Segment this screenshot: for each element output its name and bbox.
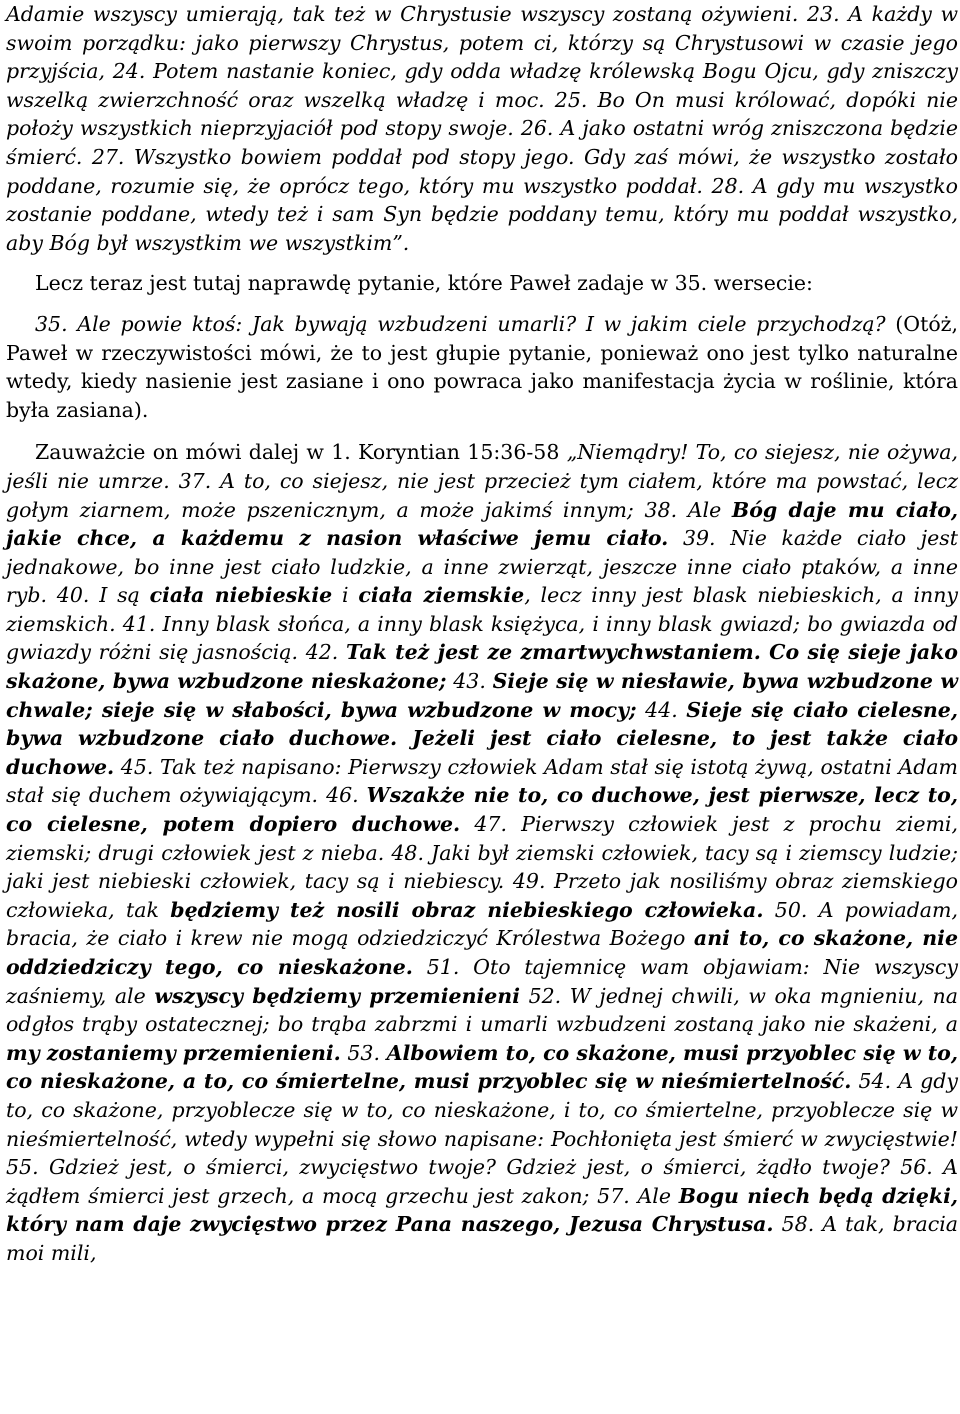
emphasis-text: Sieje się ciało cielesne, bywa wzbudzone ciało duchowe. Jeżeli jest ciało cielesne, to jest także ciało duchowe. xyxy=(6,697,958,779)
emphasis-text: wszyscy będziemy przemienieni xyxy=(154,983,520,1008)
verse-text: 53. xyxy=(340,1040,387,1065)
emphasis-text: Albowiem to, co skażone, musi przyoblec się w to, co nieskażone, a to, co śmiertelne, musi przyoblec się w nieśmiertelność. xyxy=(6,1040,958,1094)
question-paragraph xyxy=(6,310,958,424)
scripture-paragraph-1 xyxy=(6,0,958,257)
emphasis-text: Wszakże nie to, co duchowe, jest pierwsze, lecz to, co cielesne, potem dopiero duchowe. xyxy=(6,783,958,837)
verse-text: i xyxy=(332,583,359,608)
verse-text: 58. A tak, bracia moi mili, xyxy=(6,1212,958,1265)
verse-text: 54. A gdy to, co skażone, przyoblecze się w to, co nieskażone, i to, co śmiertelne, przyoblecze się w nieśmiertelność, wtedy wypełni się słowo napisane: Pochłonięta jest śmierć w zwycięstwie! 55. Gdzież jest, o śmierci, zwycięstwo twoje? Gdzież jest, o śmierci, żądło twoje? 56. A żądłem śmierci jest grzech, a mocą grzechu jest zakon; 57. Ale xyxy=(6,1069,958,1208)
verse-text: 47. Pierwszy człowiek jest z prochu ziemi, ziemski; drugi człowiek jest z nieba. 48. Jaki był ziemski człowiek, tacy są i ziemscy ludzie; jaki jest niebieski człowiek, tacy są i niebiescy. 49. Przeto jak nosiliśmy obraz ziemskiego człowieka, tak xyxy=(6,812,958,922)
verse-35: 35. Ale powie ktoś: Jak bywają wzbudzeni umarli? I w jakim ciele przychodzą? xyxy=(35,311,886,336)
emphasis-text: ciała niebieskie xyxy=(149,583,333,608)
commentary-text: Lecz teraz jest tutaj naprawdę pytanie, które Paweł zadaje w 35. wersecie: xyxy=(35,271,813,296)
emphasis-text: będziemy też nosili obraz niebieskiego człowieka. xyxy=(170,897,764,922)
emphasis-text: my zostaniemy przemienieni. xyxy=(6,1040,341,1065)
verse-text: „Niemądry! To, co siejesz, nie ożywa, jeśli nie umrze. 37. A to, co siejesz, nie jest przecież tym ciałem, które ma powstać, lecz gołym ziarnem, może pszenicznym, a może jakimś innym; 38. Ale xyxy=(6,440,958,522)
intro-text: Zauważcie on mówi dalej w 1. Koryntian 15:36-58 xyxy=(35,440,567,465)
emphasis-text: ciała ziemskie xyxy=(358,583,525,608)
verse-text: 44. xyxy=(636,697,687,722)
verse-text: 39. Nie każde ciało jest jednakowe, bo inne jest ciało ludzkie, a inne zwierząt, jeszcze inne ciało ptaków, a inne ryb. 40. I są xyxy=(6,526,958,608)
emphasis-text: Bóg daje mu ciało, jakie chce, a każdemu z nasion właściwe jemu ciało. xyxy=(6,497,959,551)
commentary-paragraph xyxy=(6,269,958,298)
scripture-text: Adamie wszyscy umierają, tak też w Chrystusie wszyscy zostaną ożywieni. 23. A każdy w swoim porządku: jako pierwszy Chrystus, potem ci, którzy są Chrystusowi w czasie jego przyjścia, 24. Potem nastanie koniec, gdy odda władzę królewską Bogu Ojcu, gdy zniszczy wszelką zwierzchność oraz wszelką władzę i moc. 25. Bo On musi królować, dopóki nie położy wszystkich nieprzyjaciół pod stopy swoje. 26. A jako ostatni wróg zniszczona będzie śmierć. 27. Wszystko bowiem poddał pod stopy jego. Gdy zaś mówi, że wszystko zostało poddane, rozumie się, że oprócz tego, który mu wszystko poddał. 28. A gdy mu wszystko zostanie poddane, wtedy też i sam Syn będzie poddany temu, który mu poddał wszystko, aby Bóg był wszystkim we wszystkim”. xyxy=(6,2,958,255)
explanation-text: (Otóż, Paweł w rzeczywistości mówi, że to jest głupie pytanie, ponieważ ono jest tylko naturalne wtedy, kiedy nasienie jest zasiane i ono powraca jako manifestacja życia w roślinie, która była zasiana). xyxy=(6,311,958,422)
verse-text: , lecz inny jest blask niebieskich, a inny ziemskich. 41. Inny blask słońca, a inny blask księżyca, i inny blask gwiazd; bo gwiazda od gwiazdy różni się jasnością. 42. xyxy=(6,583,958,665)
verse-text: 45. Tak też napisano: Pierwszy człowiek Adam stał się istotą żywą, ostatni Adam stał się duchem ożywiającym. 46. xyxy=(6,754,958,808)
verse-text: 52. W jednej chwili, w oka mgnieniu, na odgłos trąby ostatecznej; bo trąba zabrzmi i umarli wzbudzeni zostaną jako nie skażeni, a xyxy=(6,983,958,1037)
verse-text: 43. xyxy=(446,669,493,694)
verse-text: 51. Oto tajemnicę wam objawiam: Nie wszyscy zaśniemy, ale xyxy=(6,955,958,1008)
verse-text: 50. A powiadam, bracia, że ciało i krew nie mogą odziedziczyć Królestwa Bożego xyxy=(6,897,958,951)
emphasis-text: Tak też jest ze zmartwychwstaniem. Co się sieje jako skażone, bywa wzbudzone nieskażone; xyxy=(6,640,958,694)
scripture-paragraph-2 xyxy=(6,438,958,1267)
emphasis-text: Sieje się w niesławie, bywa wzbudzone w chwale; sieje się w słabości, bywa wzbudzone w mocy; xyxy=(6,669,958,722)
emphasis-text: Bogu niech będą dzięki, który nam daje zwycięstwo przez Pana naszego, Jezusa Chrystusa. xyxy=(6,1183,958,1237)
emphasis-text: ani to, co skażone, nie oddziedziczy tego, co nieskażone. xyxy=(6,926,958,979)
